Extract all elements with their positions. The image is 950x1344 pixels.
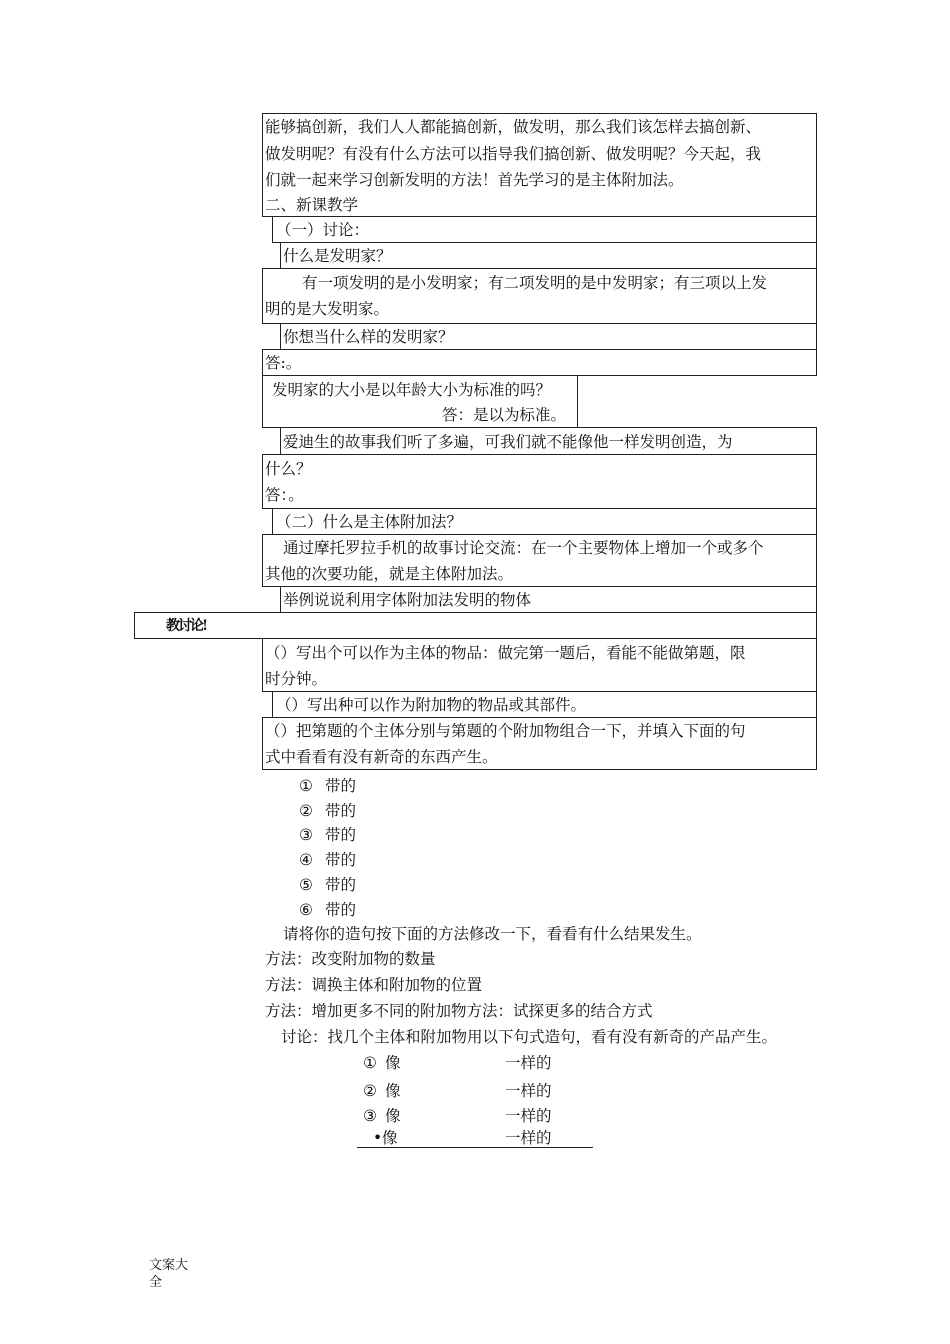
footer-line-1: 文案大 (149, 1258, 189, 1273)
edison-line-1: 爱迪生的故事我们听了多遍，可我们就不能像他一样发明创造，为 (283, 433, 733, 451)
discuss-sentences: 讨论：找几个主体和附加物用以下句式造句，看有没有新奇的产品产生。 (281, 1028, 778, 1046)
inventor-levels-line-1: 有一项发明的是小发明家；有二项发明的是中发明家；有三项以上发 (302, 274, 768, 292)
edison-line-2: 什么？ (265, 460, 312, 478)
dai-item-6-number: ⑥ (299, 901, 313, 919)
method-1: 方法：改变附加物的数量 (265, 950, 436, 968)
dai-item-5-number: ⑤ (299, 876, 313, 894)
answer-age: 答：是以为标准。 (442, 406, 567, 424)
edison-answer: 答：。 (265, 486, 304, 504)
edison-box (262, 454, 817, 509)
discussion-1-heading: （一）讨论： (276, 221, 370, 239)
dai-item-5-text: 带的 (325, 876, 357, 894)
question-which-inventor: 你想当什么样的发明家？ (283, 328, 454, 346)
dai-item-3-text: 带的 (325, 826, 357, 844)
task-1-line-1: （）写出个可以作为主体的物品：做完第一题后，看能不能做第题，限 (265, 644, 746, 662)
task-3-line-2: 式中看看有没有新奇的东西产生。 (265, 748, 498, 766)
intro-line-3: 们就一起来学习创新发明的方法！首先学习的是主体附加法。 (265, 171, 684, 189)
inventor-levels-line-2: 明的是大发明家。 (265, 300, 390, 318)
list-underline (357, 1147, 593, 1148)
answer-1: 答:。 (265, 354, 302, 372)
intro-line-2: 做发明呢？有没有什么方法可以指导我们搞创新、做发明呢？今天起，我 (265, 145, 762, 163)
task-3-line-1: （）把第题的个主体分别与第题的个附加物组合一下，并填入下面的句 (265, 722, 746, 740)
method-2: 方法：调换主体和附加物的位置 (265, 976, 483, 994)
task-1-line-2: 时分钟。 (265, 670, 328, 688)
side-label: 教讨论! (166, 618, 207, 634)
modify-intro: 请将你的造句按下面的方法修改一下，看看有什么结果发生。 (283, 925, 702, 943)
footer-line-2: 全 (149, 1275, 163, 1290)
question-age: 发明家的大小是以年龄大小为标准的吗？ (272, 381, 552, 399)
task-2-line: （）写出种可以作为附加物的物品或其部件。 (276, 696, 587, 714)
dai-item-2-number: ② (299, 802, 313, 820)
xiang-item-2-word: 像 (385, 1082, 401, 1100)
dai-item-4-text: 带的 (325, 851, 357, 869)
xiang-item-3-number: ③ (363, 1107, 377, 1125)
intro-line-1: 能够搞创新，我们人人都能搞创新，做发明，那么我们该怎样去搞创新、 (265, 118, 762, 136)
dai-item-6-text: 带的 (325, 901, 357, 919)
motorola-line-1: 通过摩托罗拉手机的故事讨论交流：在一个主要物体上增加一个或多个 (283, 539, 764, 557)
xiang-item-3-tail: 一样的 (505, 1107, 552, 1125)
xiang-item-3-word: 像 (385, 1107, 401, 1125)
dai-item-3-number: ③ (299, 826, 313, 844)
question-what-inventor: 什么是发明家？ (283, 247, 392, 265)
xiang-item-4-word: 像 (382, 1129, 398, 1147)
answer-1-box (262, 349, 817, 376)
discussion-2-heading: （二）什么是主体附加法？ (276, 513, 463, 531)
motorola-line-2: 其他的次要功能，就是主体附加法。 (265, 565, 514, 583)
dai-item-4-number: ④ (299, 851, 313, 869)
xiang-item-2-tail: 一样的 (505, 1082, 552, 1100)
section-heading: 二、新课教学 (265, 196, 359, 214)
xiang-item-2-number: ② (363, 1082, 377, 1100)
side-label-box (134, 612, 817, 639)
method-3: 方法：增加更多不同的附加物方法：试探更多的结合方式 (265, 1002, 653, 1020)
dai-item-2-text: 带的 (325, 802, 357, 820)
xiang-item-1-tail: 一样的 (505, 1054, 552, 1072)
xiang-item-1-word: 像 (385, 1054, 401, 1072)
xiang-item-4-tail: 一样的 (505, 1129, 552, 1147)
xiang-item-4-bullet: • (373, 1129, 383, 1147)
xiang-item-1-number: ① (363, 1054, 377, 1072)
dai-item-1-number: ① (299, 777, 313, 795)
examples-line: 举例说说利用字体附加法发明的物体 (283, 591, 532, 609)
dai-item-1-text: 带的 (325, 777, 357, 795)
